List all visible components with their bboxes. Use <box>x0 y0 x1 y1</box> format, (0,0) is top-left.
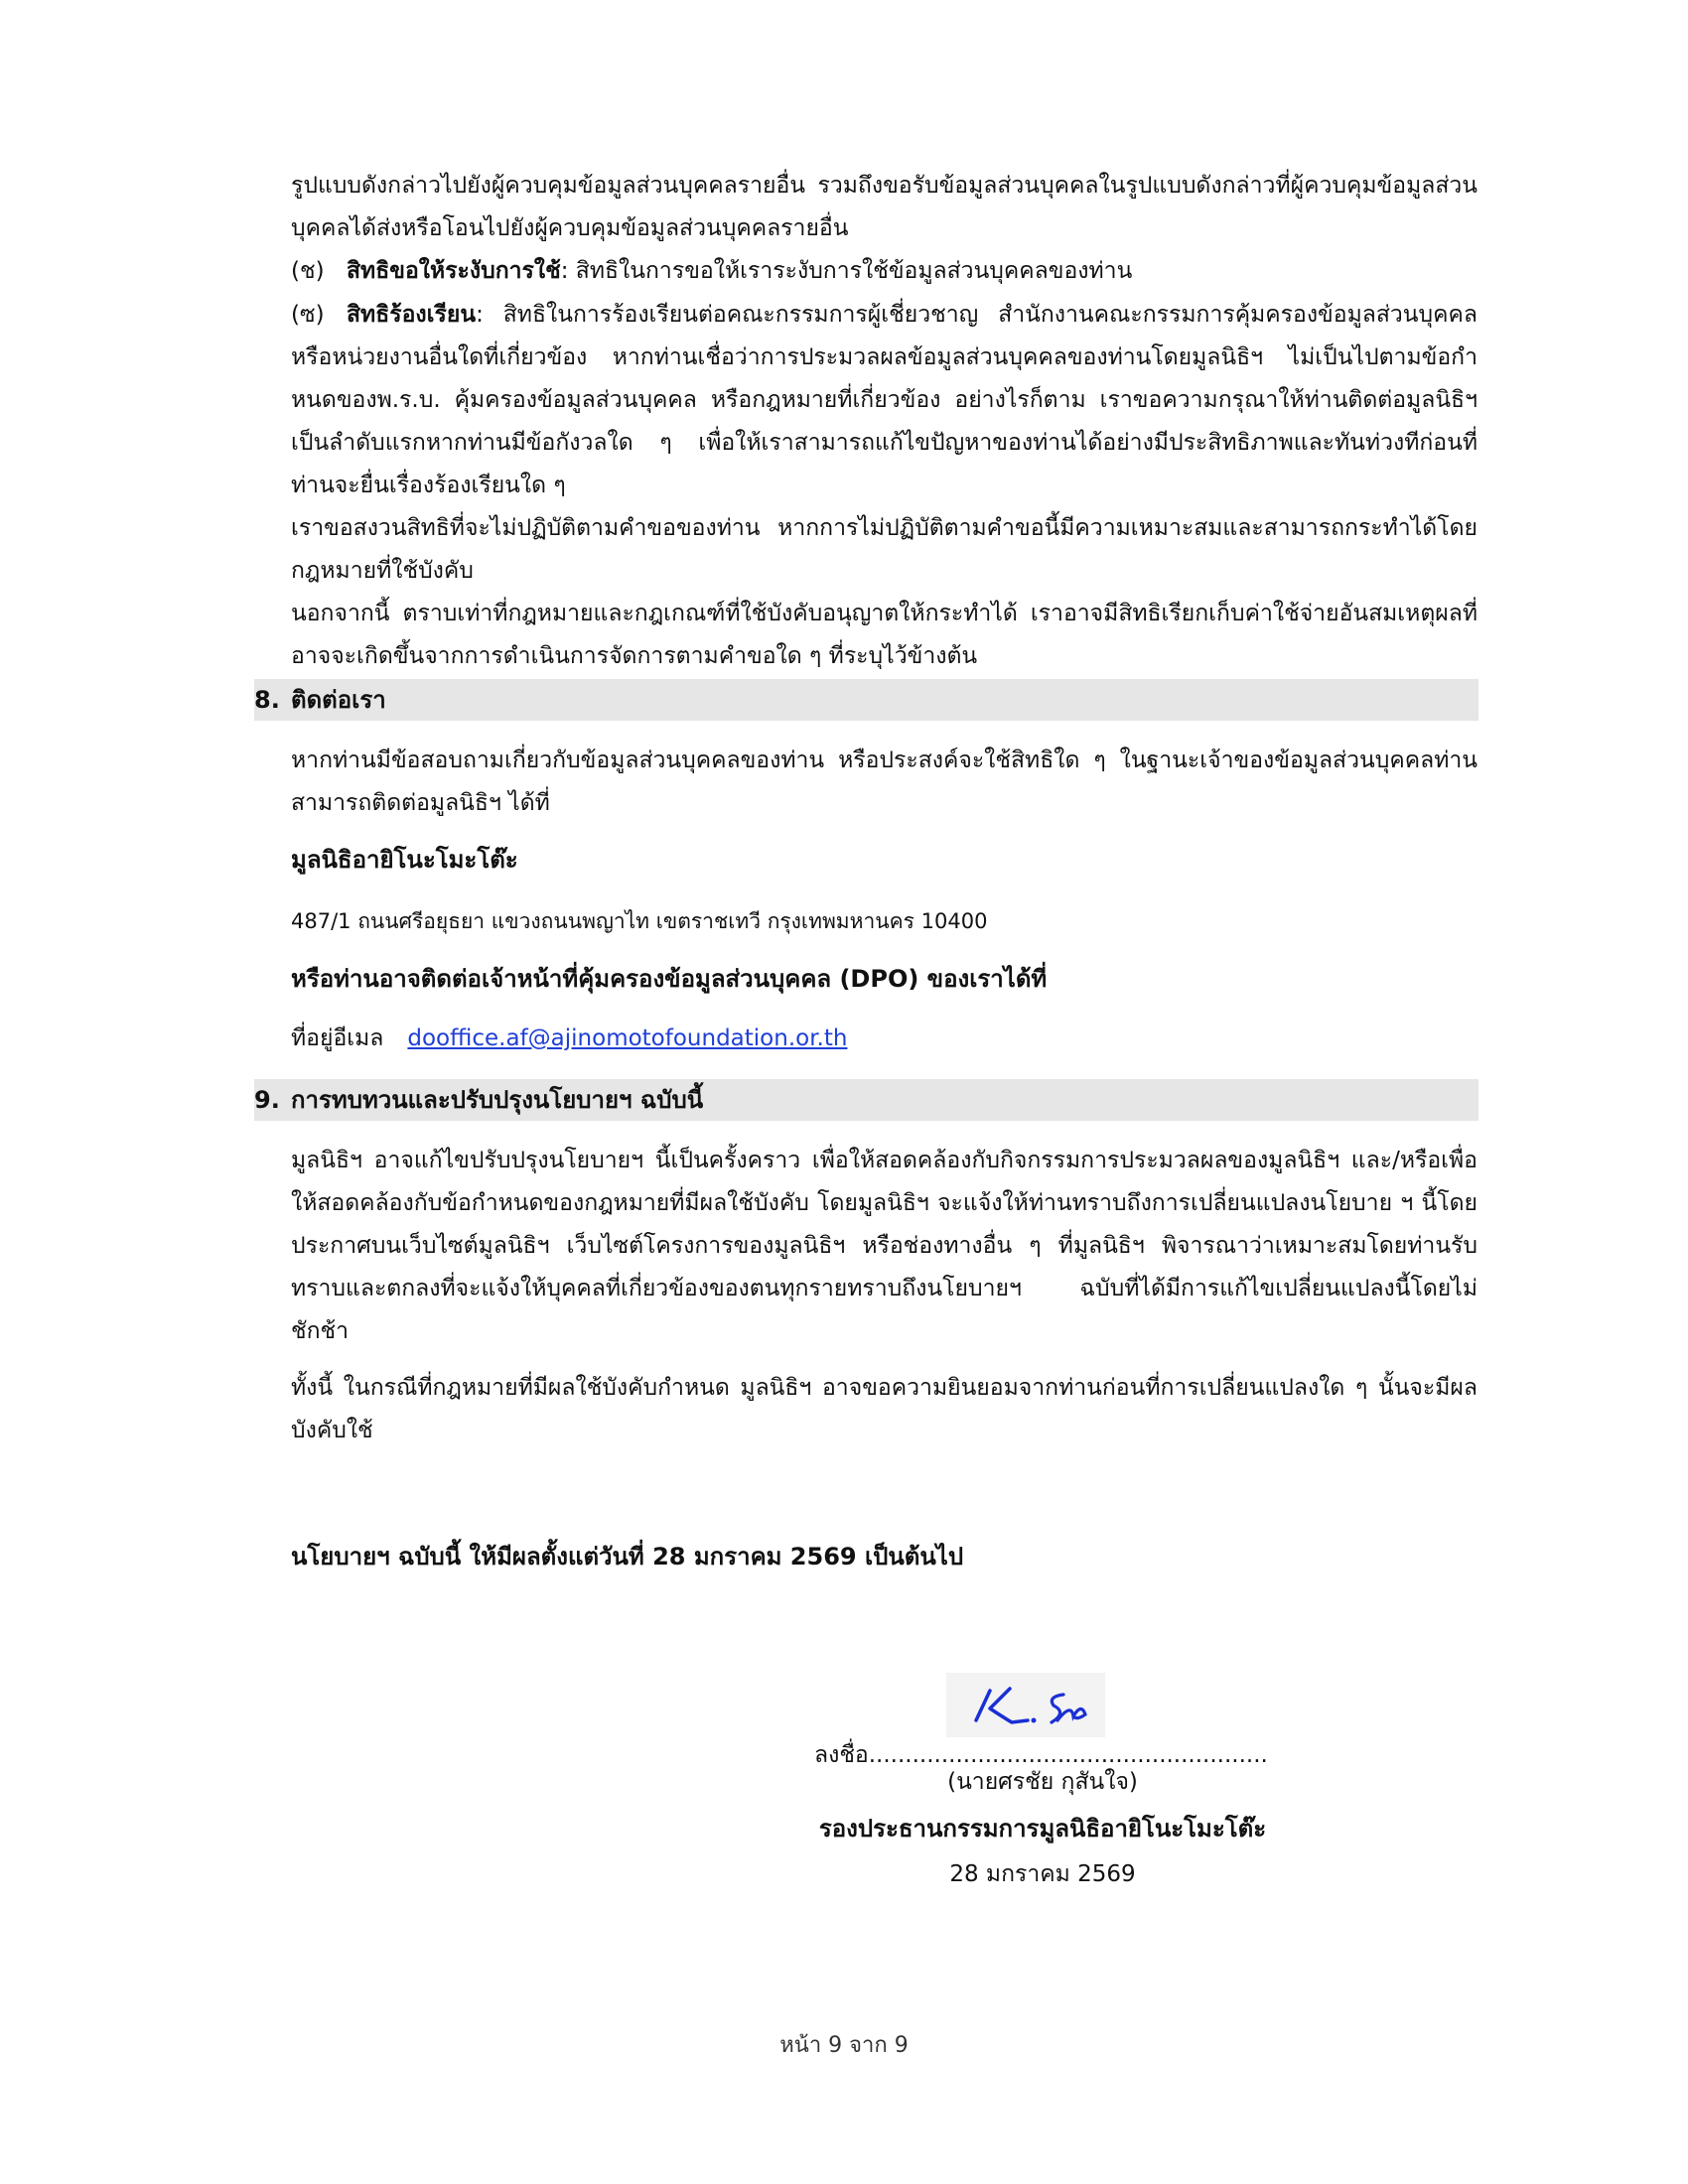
page-number: หน้า 9 จาก 9 <box>779 2033 909 2058</box>
review-paragraph-2: ทั้งนี้ ในกรณีที่กฎหมายที่มีผลใช้บังคับกำหนด มูลนิธิฯ อาจขอความยินยอมจากท่านก่อนที่การเปลี่ยนแปลงใด ๆ นั้นจะมีผลบังคับใช้ <box>291 1375 1477 1443</box>
org-address: 487/1 ถนนศรีอยุธยา แขวงถนนพญาไท เขตราชเทวี กรุงเทพมหานคร 10400 <box>291 909 988 933</box>
section-number: 8. <box>254 686 280 714</box>
org-name: มูลนิธิอายิโนะโมะโต๊ะ <box>291 846 518 874</box>
rights-reserve-paragraph: เราขอสงวนสิทธิที่จะไม่ปฏิบัติตามคำขอของท่าน หากการไม่ปฏิบัติตามคำขอนี้มีความเหมาะสมและสามารถกระทำได้โดยกฎหมายที่ใช้บังคับ <box>291 515 1477 584</box>
right-item-complaint <box>291 294 1477 507</box>
signer-name: (นายศรชัย กุสันใจ) <box>947 1769 1138 1795</box>
dpo-heading: หรือท่านอาจติดต่อเจ้าหน้าที่คุ้มครองข้อมูลส่วนบุคคล (DPO) ของเราได้ที่ <box>291 965 1048 993</box>
signature-date: 28 มกราคม 2569 <box>949 1861 1136 1887</box>
item-text: : สิทธิในการขอให้เราระงับการใช้ข้อมูลส่วนบุคคลของท่าน <box>560 258 1133 284</box>
sign-line: ลงชื่อ....................................................... <box>814 1742 1268 1768</box>
section-title: การทบทวนและปรับปรุงนโยบายฯ ฉบับนี้ <box>291 1086 704 1114</box>
right-item-suspend <box>291 250 1477 293</box>
signature-image <box>946 1673 1105 1737</box>
section-title: ติดต่อเรา <box>291 686 386 714</box>
email-label: ที่อยู่อีเมล <box>291 1025 384 1051</box>
review-paragraph-1: มูลนิธิฯ อาจแก้ไขปรับปรุงนโยบายฯ นี้เป็นครั้งคราว เพื่อให้สอดคล้องกับกิจกรรมการประมวลผลของมูลนิธิฯ และ/หรือเพื่อให้สอดคล้องกับข้อกำหนดของกฎหมายที่มีผลใช้บังคับ โดยมูลนิธิฯ จะแจ้งให้ท่านทราบถึงการเปลี่ยนแปลงนโยบาย ฯ นี้โดยประกาศบนเว็บไซต์มูลนิธิฯ เว็บไซต์โครงการของมูลนิธิฯ หรือช่องทางอื่น ๆ ที่มูลนิธิฯ พิจารณาว่าเหมาะสมโดยท่านรับทราบและตกลงที่จะแจ้งให้บุคคลที่เกี่ยวข้องของตนทุกรายทราบถึงนโยบายฯ ฉบับที่ได้มีการแก้ไขเปลี่ยนแปลงนี้โดยไม่ชักช้า <box>291 1148 1477 1344</box>
item-title: สิทธิร้องเรียน <box>347 302 477 328</box>
item-letter: (ช) <box>291 258 325 284</box>
signature-mark <box>946 1673 1105 1737</box>
dpo-email-link[interactable]: dooffice.af@ajinomotofoundation.or.th <box>407 1025 848 1051</box>
section-number: 9. <box>254 1086 280 1114</box>
contact-intro: หากท่านมีข้อสอบถามเกี่ยวกับข้อมูลส่วนบุคคลของท่าน หรือประสงค์จะใช้สิทธิใด ๆ ในฐานะเจ้าของข้อมูลส่วนบุคคลท่านสามารถติดต่อมูลนิธิฯ ได้ที่ <box>291 748 1477 816</box>
dpo-email-row <box>291 1018 1477 1060</box>
section-9-heading <box>254 1079 1478 1121</box>
signer-position: รองประธานกรรมการมูลนิธิอายิโนะโมะโต๊ะ <box>818 1815 1267 1843</box>
rights-fee-paragraph: นอกจากนี้ ตราบเท่าที่กฎหมายและกฎเกณฑ์ที่ใช้บังคับอนุญาตให้กระทำได้ เราอาจมีสิทธิเรียกเก็บค่าใช้จ่ายอันสมเหตุผลที่อาจจะเกิดขึ้นจากการดำเนินการจัดการตามคำขอใด ๆ ที่ระบุไว้ข้างต้น <box>291 601 1477 669</box>
item-letter: (ซ) <box>291 302 325 328</box>
item-text: : สิทธิในการร้องเรียนต่อคณะกรรมการผู้เชี่ยวชาญ สำนักงานคณะกรรมการคุ้มครองข้อมูลส่วนบุคคล หรือหน่วยงานอื่นใดที่เกี่ยวข้อง หากท่านเชื่อว่าการประมวลผลข้อมูลส่วนบุคคลของท่านโดยมูลนิธิฯ ไม่เป็นไปตามข้อกำหนดของพ.ร.บ. คุ้มครองข้อมูลส่วนบุคคล หรือกฎหมายที่เกี่ยวข้อง อย่างไรก็ตาม เราขอความกรุณาให้ท่านติดต่อมูลนิธิฯ เป็นลำดับแรกหากท่านมีข้อกังวลใด ๆ เพื่อให้เราสามารถแก้ไขปัญหาของท่านได้อย่างมีประสิทธิภาพและทันท่วงทีก่อนที่ท่านจะยื่นเรื่องร้องเรียนใด ๆ <box>291 302 1477 498</box>
item-title: สิทธิขอให้ระงับการใช้ <box>347 258 561 284</box>
rights-continuation: รูปแบบดังกล่าวไปยังผู้ควบคุมข้อมูลส่วนบุคคลรายอื่น รวมถึงขอรับข้อมูลส่วนบุคคลในรูปแบบดังกล่าวที่ผู้ควบคุมข้อมูลส่วนบุคคลได้ส่งหรือโอนไปยังผู้ควบคุมข้อมูลส่วนบุคคลรายอื่น <box>291 173 1477 241</box>
section-8-heading <box>254 679 1478 721</box>
effective-statement: นโยบายฯ ฉบับนี้ ให้มีผลตั้งแต่วันที่ 28 มกราคม 2569 เป็นต้นไป <box>291 1543 964 1570</box>
